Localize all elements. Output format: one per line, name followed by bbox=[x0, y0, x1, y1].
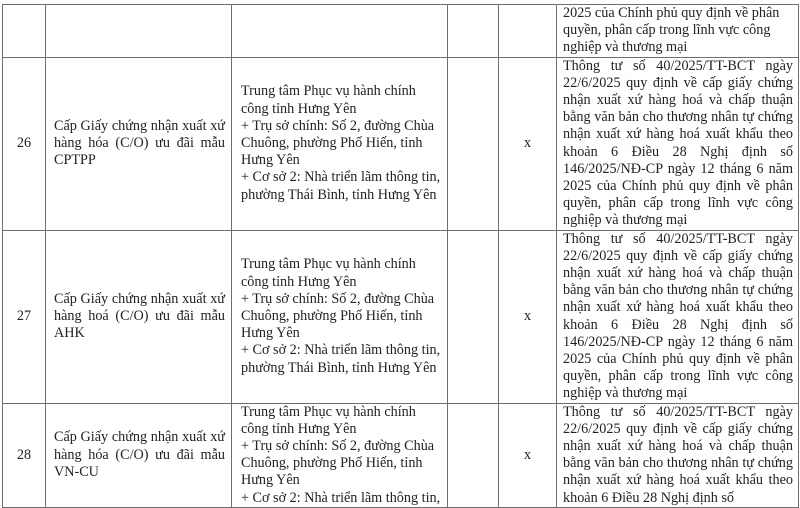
place-cell bbox=[232, 403, 448, 507]
legal-basis-line: quyền, phân cấp trong lĩnh vực công bbox=[563, 22, 771, 39]
table-row-partial bbox=[3, 5, 799, 58]
place-line: Trung tâm Phục vụ hành chính công tỉnh Hưng Yên bbox=[241, 83, 416, 117]
procedure-cell: Cấp Giấy chứng nhận xuất xứ hàng hóa (C/O) ưu đãi mẫu VN-CU bbox=[46, 403, 232, 507]
place-line: + Trụ sở chính: Số 2, đường Chùa Chuông, phường Phố Hiến, tỉnh Hưng Yên bbox=[241, 438, 435, 489]
legal-basis-cell: Thông tư số 40/2025/TT-BCT ngày 22/6/2025 quy định về cấp giấy chứng nhận xuất xứ hàng hoá và chấp thuận bằng văn bản cho thương nhân tự chứng nhận xuất xứ hàng hoá xuất khẩu theo khoản 6 Điều 28 Nghị định số 146/2025/NĐ-CP ngày 12 tháng 6 năm 2025 của Chính phủ quy định về phân quyền, phân cấp trong lĩnh vực công nghiệp và thương mại bbox=[557, 230, 799, 403]
place-cell bbox=[232, 5, 448, 58]
col4-cell bbox=[448, 5, 499, 58]
stt-cell bbox=[3, 5, 46, 58]
procedure-cell bbox=[46, 5, 232, 58]
stt-cell: 28 bbox=[3, 403, 46, 507]
legal-basis-line: nghiệp và thương mại bbox=[563, 39, 688, 56]
table-row bbox=[3, 403, 799, 507]
col4-cell bbox=[448, 230, 499, 403]
place-line: Trung tâm Phục vụ hành chính công tỉnh Hưng Yên bbox=[241, 256, 416, 290]
col5-mark-cell: x bbox=[499, 230, 557, 403]
procedure-cell: Cấp Giấy chứng nhận xuất xứ hàng hóa (C/O) ưu đãi mẫu CPTPP bbox=[46, 57, 232, 230]
place-line: + Trụ sở chính: Số 2, đường Chùa Chuông, phường Phố Hiến, tỉnh Hưng Yên bbox=[241, 290, 435, 342]
col4-cell bbox=[448, 403, 499, 507]
place-cell bbox=[232, 57, 448, 230]
col5-mark-cell: x bbox=[499, 57, 557, 230]
place-line: + Cơ sở 2: Nhà triển lãm thông tin, phường Thái Bình, tỉnh Hưng Yên bbox=[241, 342, 441, 376]
table-row bbox=[3, 57, 799, 230]
legal-basis-line: 2025 của Chính phủ quy định về phân bbox=[563, 5, 780, 21]
col4-cell bbox=[448, 57, 499, 230]
col5-mark-cell: x bbox=[499, 403, 557, 507]
legal-basis-cell bbox=[557, 5, 799, 58]
col5-cell bbox=[499, 5, 557, 58]
place-line: + Cơ sở 2: Nhà triển lãm thông tin, bbox=[241, 489, 441, 506]
legal-basis-cell: Thông tư số 40/2025/TT-BCT ngày 22/6/2025 quy định về cấp giấy chứng nhận xuất xứ hàng hoá và chấp thuận bằng văn bản cho thương nhân tự chứng nhận xuất xứ hàng hoá xuất khẩu theo khoản 6 Điều 28 Nghị định số bbox=[557, 403, 799, 507]
place-line: + Trụ sở chính: Số 2, đường Chùa Chuông, phường Phố Hiến, tỉnh Hưng Yên bbox=[241, 117, 435, 169]
place-line: + Cơ sở 2: Nhà triển lãm thông tin, phường Thái Bình, tỉnh Hưng Yên bbox=[241, 169, 441, 203]
place-line: Trung tâm Phục vụ hành chính công tỉnh Hưng Yên bbox=[241, 403, 416, 437]
legal-basis-cell: Thông tư số 40/2025/TT-BCT ngày 22/6/2025 quy định về cấp giấy chứng nhận xuất xứ hàng hoá và chấp thuận bằng văn bản cho thương nhân tự chứng nhận xuất xứ hàng hoá xuất khẩu theo khoản 6 Điều 28 Nghị định số 146/2025/NĐ-CP ngày 12 tháng 6 năm 2025 của Chính phủ quy định về phân quyền, phân cấp trong lĩnh vực công nghiệp và thương mại bbox=[557, 57, 799, 230]
table-row bbox=[3, 230, 799, 403]
stt-cell: 27 bbox=[3, 230, 46, 403]
procedure-cell: Cấp Giấy chứng nhận xuất xứ hàng hoá (C/O) ưu đãi mẫu AHK bbox=[46, 230, 232, 403]
procedures-table bbox=[2, 4, 799, 508]
place-cell bbox=[232, 230, 448, 403]
stt-cell: 26 bbox=[3, 57, 46, 230]
